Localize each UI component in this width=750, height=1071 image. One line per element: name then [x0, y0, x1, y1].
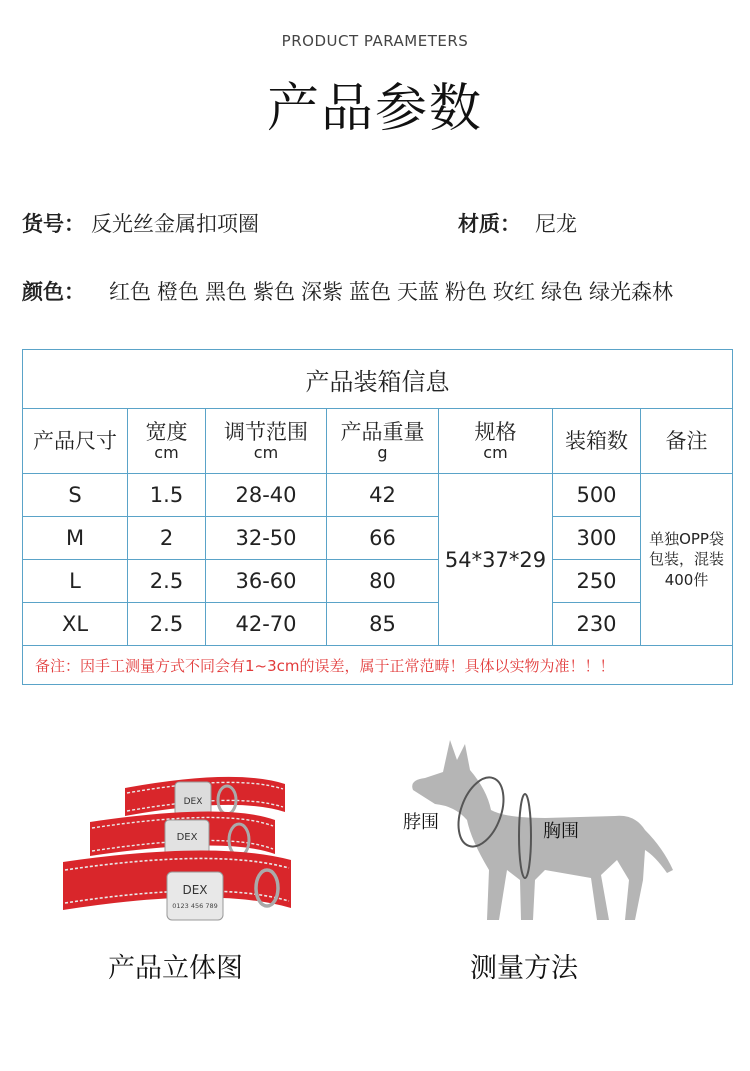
color-option: 黑色 — [205, 280, 247, 304]
cell-count: 230 — [553, 603, 641, 646]
color-list — [109, 280, 679, 304]
color-option: 绿光森林 — [589, 280, 673, 304]
color-option: 橙色 — [157, 280, 199, 304]
cell-weight: 66 — [327, 517, 439, 560]
color-option: 玫红 — [493, 280, 535, 304]
cell-width: 2.5 — [128, 560, 206, 603]
material-value: 尼龙 — [535, 212, 577, 236]
product-image-caption: 产品立体图 — [108, 953, 243, 984]
collar-large — [63, 850, 291, 920]
color-option: 红色 — [109, 280, 151, 304]
model-value: 反光丝金属扣项圈 — [91, 212, 259, 236]
neck-label: 脖围 — [403, 812, 439, 833]
cell-size: S — [23, 474, 128, 517]
cell-count: 500 — [553, 474, 641, 517]
cell-width: 2 — [128, 517, 206, 560]
cell-spec: 54*37*29 — [439, 474, 553, 646]
cell-range: 36-60 — [206, 560, 327, 603]
header-size: 产品尺寸 — [23, 409, 128, 474]
cell-count: 300 — [553, 517, 641, 560]
cell-weight: 42 — [327, 474, 439, 517]
tag-text-medium: DEX — [176, 832, 198, 843]
color-option: 粉色 — [445, 280, 487, 304]
color-option: 天蓝 — [397, 280, 439, 304]
tag-text-large: DEX — [182, 883, 208, 897]
material-label: 材质： — [458, 212, 521, 236]
chest-label: 胸围 — [543, 821, 579, 842]
cell-remark: 单独OPP袋包装，混装400件 — [641, 474, 733, 646]
color-option: 紫色 — [253, 280, 295, 304]
header-width: 宽度 cm — [128, 409, 206, 474]
table-row — [23, 603, 733, 646]
cell-width: 2.5 — [128, 603, 206, 646]
color-option: 绿色 — [541, 280, 583, 304]
header-weight: 产品重量 g — [327, 409, 439, 474]
colors-line — [22, 276, 679, 306]
page-title: 产品参数 — [266, 79, 483, 139]
table-row — [23, 474, 733, 517]
table-row — [23, 560, 733, 603]
model-label: 货号： — [22, 212, 85, 236]
tag-number-large: 0123 456 789 — [172, 902, 218, 910]
cell-count: 250 — [553, 560, 641, 603]
header-count: 装箱数 — [553, 409, 641, 474]
colors-label: 颜色： — [22, 280, 85, 304]
header-range: 调节范围 cm — [206, 409, 327, 474]
color-option: 深紫 — [301, 280, 343, 304]
table-row — [23, 517, 733, 560]
cell-range: 42-70 — [206, 603, 327, 646]
cell-size: XL — [23, 603, 128, 646]
cell-width: 1.5 — [128, 474, 206, 517]
cell-size: M — [23, 517, 128, 560]
color-option: 蓝色 — [349, 280, 391, 304]
model-line — [22, 208, 259, 238]
header-remark: 备注 — [641, 409, 733, 474]
page-subtitle: PRODUCT PARAMETERS — [281, 32, 469, 50]
header-spec: 规格 cm — [439, 409, 553, 474]
packing-table — [22, 349, 733, 685]
measurement-caption: 测量方法 — [470, 953, 578, 984]
cell-size: L — [23, 560, 128, 603]
packing-table-container — [22, 349, 732, 686]
tag-text-small: DEX — [183, 797, 203, 807]
cell-weight: 80 — [327, 560, 439, 603]
collar-small — [125, 777, 285, 816]
material-line — [458, 208, 577, 238]
collar-product-image — [55, 760, 355, 950]
table-caption: 产品装箱信息 — [23, 350, 733, 409]
cell-weight: 85 — [327, 603, 439, 646]
measurement-note: 备注：因手工测量方式不同会有1~3cm的误差，属于正常范畴！具体以实物为准！！！ — [23, 646, 733, 685]
cell-range: 28-40 — [206, 474, 327, 517]
cell-range: 32-50 — [206, 517, 327, 560]
